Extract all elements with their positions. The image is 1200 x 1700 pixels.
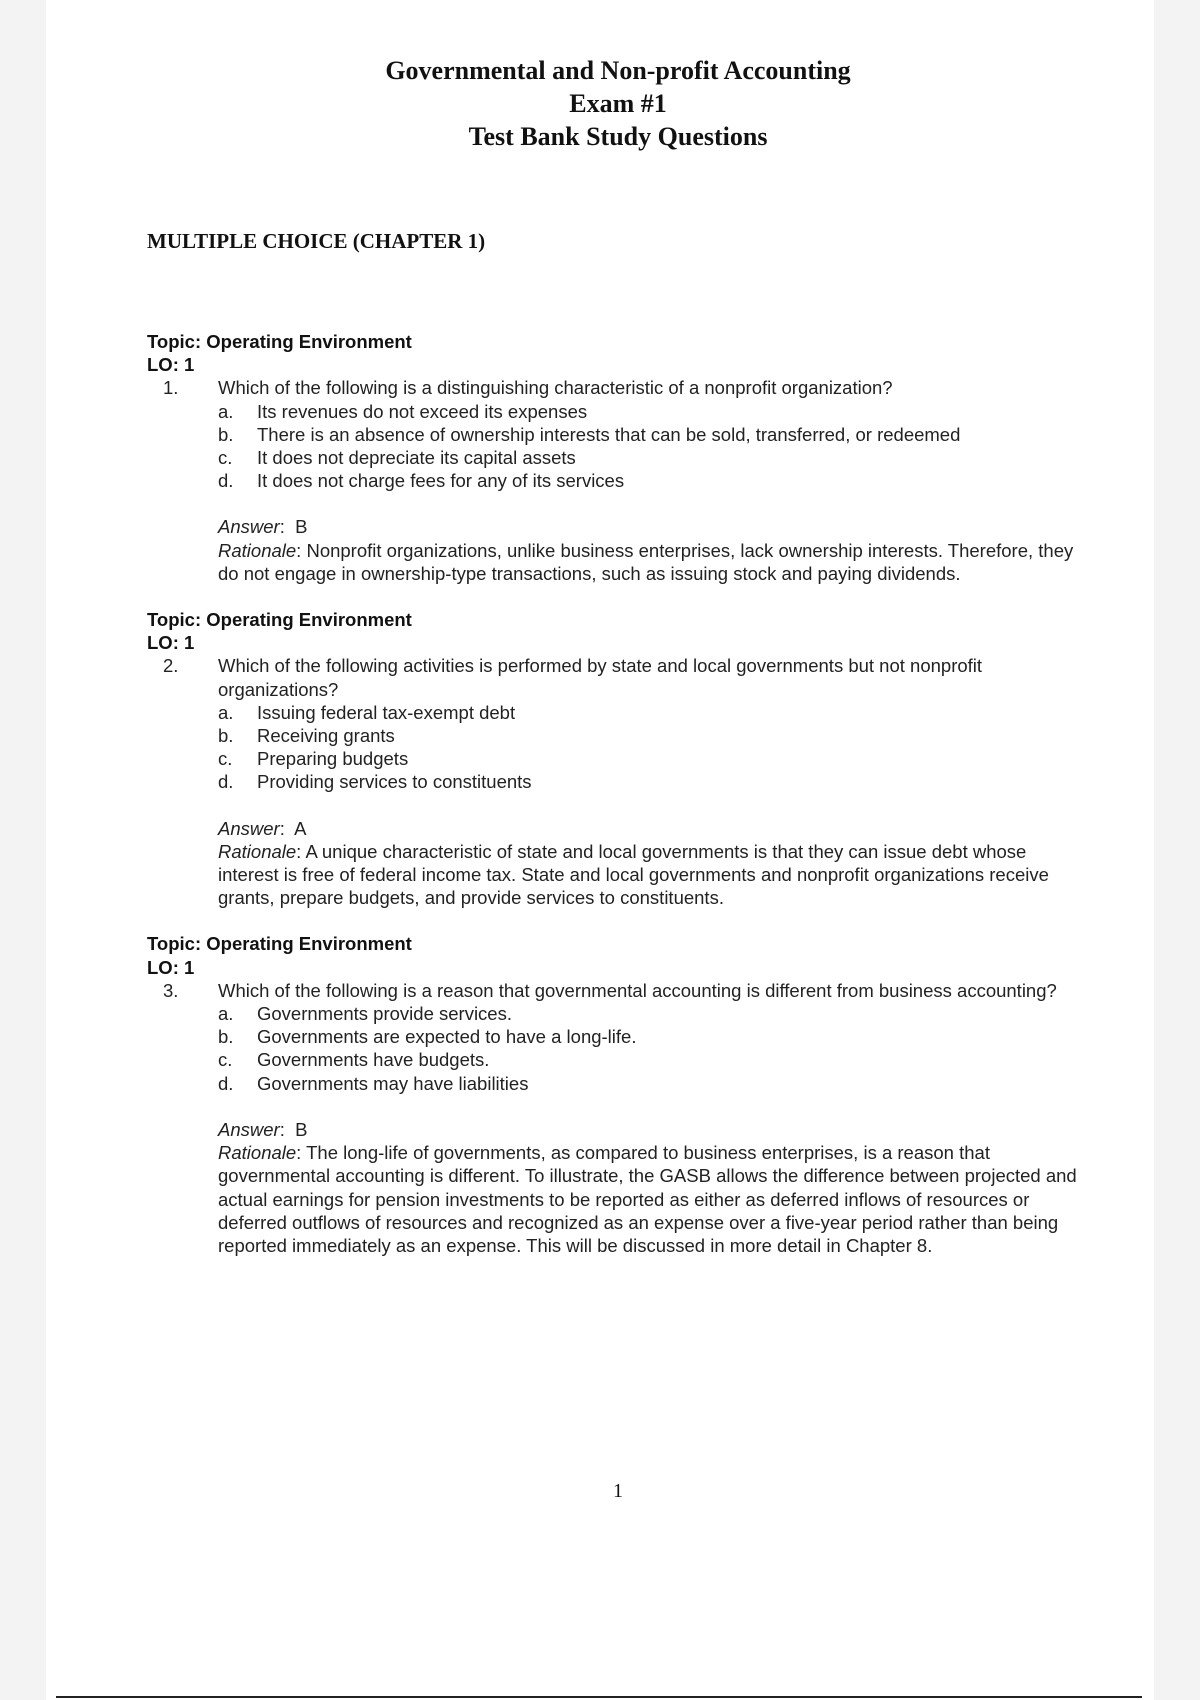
answer-value: B [295, 516, 308, 538]
option-d [218, 1072, 1087, 1095]
option-text: Issuing federal tax-exempt debt [257, 701, 516, 723]
option-letter: b. [218, 423, 234, 445]
question-topic: Topic: Operating Environment [147, 331, 412, 352]
title-line-3: Test Bank Study Questions [468, 122, 768, 151]
option-c [218, 1048, 1087, 1071]
rationale: Rationale: A unique characteristic of state and local governments is that they can issue debt whose interest is free of federal income tax. State and local governments and nonprofit organizations receive grants, prepare budgets, and provide services to constituents. [218, 840, 1049, 909]
question-lo: LO: 1 [147, 354, 195, 376]
answer-label: Answer [218, 1118, 280, 1140]
question-topic: Topic: Operating Environment [147, 609, 412, 631]
rationale-label: Rationale [218, 840, 297, 862]
answer-line: Answer: A [218, 817, 307, 839]
option-letter: b. [218, 1026, 234, 1048]
option-text: Governments are expected to have a long-life. [257, 1026, 637, 1048]
page-bottom-divider [56, 1696, 1142, 1698]
question-number: 1. [163, 377, 179, 399]
answer-label: Answer [218, 817, 280, 839]
option-d [218, 469, 1087, 492]
question-text: Which of the following is a distinguishing characteristic of a nonprofit organization? [218, 377, 893, 399]
option-letter: c. [218, 748, 233, 770]
question-3 [147, 932, 1087, 1257]
option-text: Its revenues do not exceed its expenses [257, 400, 588, 422]
page-number: 1 [613, 1480, 623, 1502]
rationale-text: The long-life of governments, as compared to business enterprises, is a reason that governmental accounting is different. To illustrate, the GASB allows the difference between projected and actual earnings for pension investments to be reported as either as deferred inflows of resources or deferred outflows of resources and recognized as an expense over a five-year period rather than being reported immediately as an expense. This will be discussed in more detail in Chapter 8. [218, 1142, 1077, 1256]
option-letter: c. [218, 447, 233, 469]
rationale-label: Rationale [218, 1142, 297, 1164]
answer-block [218, 1118, 1087, 1257]
rationale: Rationale: The long-life of governments, as compared to business enterprises, is a reason that governmental accounting is different. To illustrate, the GASB allows the difference between projected and actual earnings for pension investments to be reported as either as deferred inflows of resources or deferred outflows of resources and recognized as an expense over a five-year period rather than being reported immediately as an expense. This will be discussed in more detail in Chapter 8. [218, 1142, 1077, 1256]
option-letter: a. [218, 701, 234, 723]
answer-block [218, 515, 1087, 585]
answer-value: A [294, 817, 307, 839]
option-letter: a. [218, 1003, 234, 1025]
option-b [218, 1025, 1087, 1048]
option-letter: a. [218, 400, 234, 422]
question-text: Which of the following activities is performed by state and local governments but not nonprofit organizations? [218, 655, 983, 700]
document-title [0, 54, 1200, 153]
question-list [147, 330, 1087, 1280]
section-heading: MULTIPLE CHOICE (CHAPTER 1) [147, 229, 486, 253]
option-a [218, 400, 1087, 423]
question-number: 2. [163, 655, 179, 677]
question-text: Which of the following is a reason that governmental accounting is different from business accounting? [218, 979, 1057, 1001]
option-list [218, 1002, 1087, 1095]
option-text: There is an absence of ownership interests that can be sold, transferred, or redeemed [257, 423, 961, 445]
option-text: Governments have budgets. [257, 1049, 490, 1071]
option-text: It does not charge fees for any of its services [257, 470, 625, 492]
answer-line: Answer: B [218, 1118, 308, 1140]
answer-line: Answer: B [218, 516, 308, 538]
option-a [218, 701, 1087, 724]
answer-label: Answer [218, 516, 280, 538]
title-line-2: Exam #1 [569, 89, 667, 118]
rationale-text: A unique characteristic of state and local governments is that they can issue debt whose interest is free of federal income tax. State and local governments and nonprofit organizations receive grants, prepare budgets, and provide services to constituents. [218, 840, 1049, 909]
option-text: Providing services to constituents [257, 771, 532, 793]
option-list [218, 400, 1087, 493]
option-c [218, 747, 1087, 770]
rationale-label: Rationale [218, 539, 297, 561]
question-lo: LO: 1 [147, 632, 195, 654]
option-letter: d. [218, 470, 234, 492]
option-text: Governments may have liabilities [257, 1072, 529, 1094]
title-line-1: Governmental and Non-profit Accounting [385, 56, 851, 85]
rationale-text: Nonprofit organizations, unlike business enterprises, lack ownership interests. Therefore, they do not engage in ownership-type transactions, such as issuing stock and paying dividends. [218, 539, 1074, 584]
answer-block [218, 817, 1087, 910]
question-stem [147, 376, 1087, 399]
option-text: Governments provide services. [257, 1003, 512, 1025]
question-1 [147, 330, 1087, 585]
option-b [218, 423, 1087, 446]
option-c [218, 446, 1087, 469]
option-text: Preparing budgets [257, 748, 409, 770]
option-letter: d. [218, 1072, 234, 1094]
question-stem [147, 654, 1087, 700]
question-topic: Topic: Operating Environment [147, 933, 412, 955]
option-text: Receiving grants [257, 725, 395, 747]
option-text: It does not depreciate its capital assets [257, 447, 576, 469]
answer-value: B [295, 1118, 308, 1140]
rationale: Rationale: Nonprofit organizations, unlike business enterprises, lack ownership interests. Therefore, they do not engage in ownership-type transactions, such as issuing stock and paying dividends. [218, 539, 1074, 584]
option-letter: b. [218, 725, 234, 747]
question-lo: LO: 1 [147, 956, 195, 978]
option-letter: c. [218, 1049, 233, 1071]
option-b [218, 724, 1087, 747]
option-a [218, 1002, 1087, 1025]
option-letter: d. [218, 771, 234, 793]
question-2 [147, 608, 1087, 909]
option-d [218, 770, 1087, 793]
question-stem [147, 979, 1087, 1002]
option-list [218, 701, 1087, 794]
question-number: 3. [163, 979, 179, 1001]
